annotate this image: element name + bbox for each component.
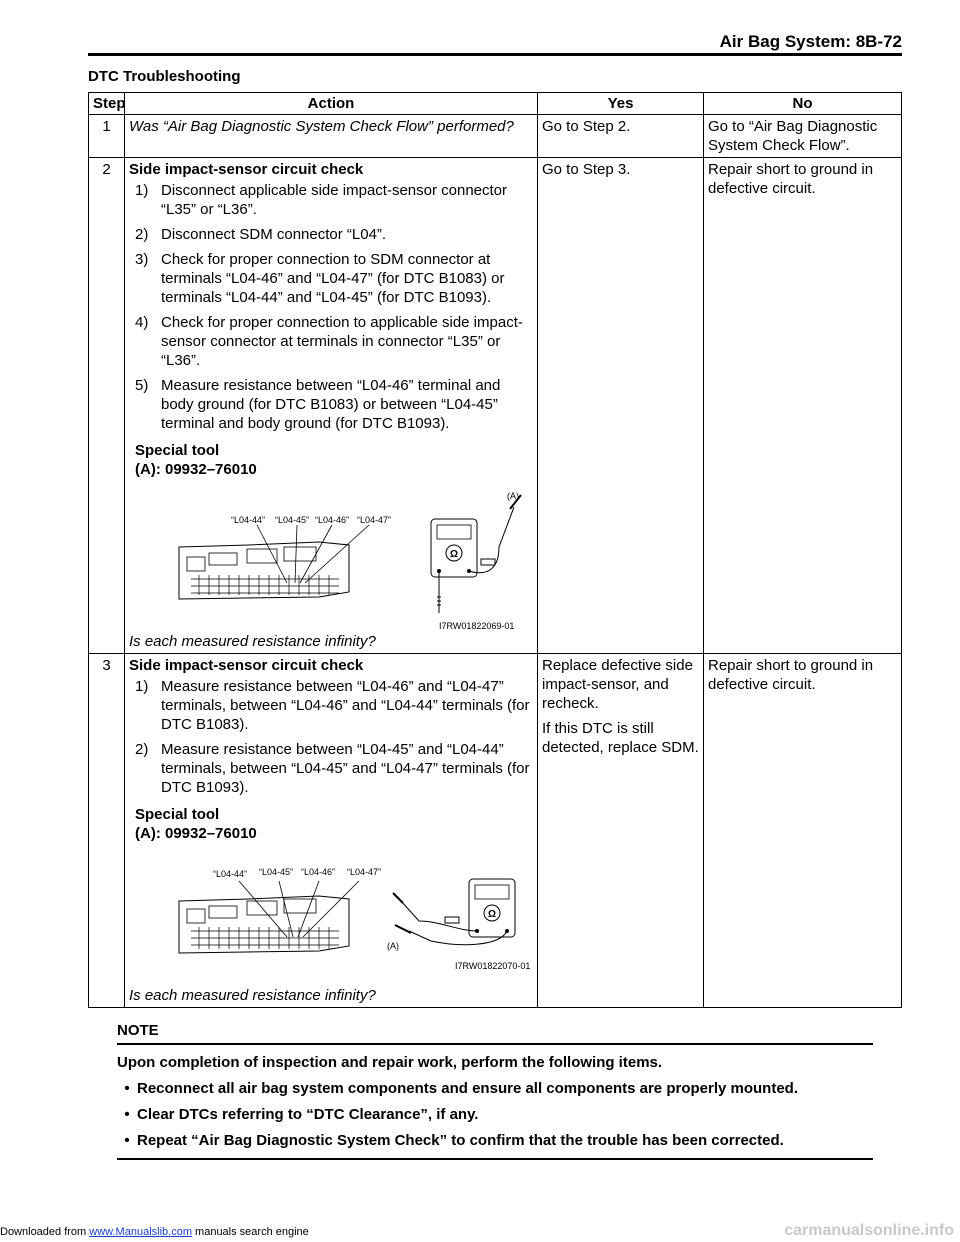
header-rule bbox=[88, 53, 902, 56]
table-row bbox=[89, 654, 902, 1008]
watermark: carmanualsonline.info bbox=[784, 1222, 954, 1239]
svg-text:Ω: Ω bbox=[450, 549, 459, 560]
manualslib-link[interactable]: www.Manualslib.com bbox=[89, 1226, 192, 1238]
item-number: 3) bbox=[135, 251, 149, 268]
header-step: Step bbox=[89, 93, 125, 115]
note-item-text: Repeat “Air Bag Diagnostic System Check” to confirm that the trouble has been corrected. bbox=[137, 1132, 784, 1149]
page-header-title: Air Bag System: 8B-72 bbox=[719, 32, 902, 51]
action-steps bbox=[129, 181, 533, 433]
action-steps bbox=[129, 677, 533, 797]
action-cell bbox=[125, 654, 538, 1008]
item-number: 2) bbox=[135, 741, 149, 758]
special-tool-label: Special tool bbox=[135, 806, 220, 823]
table-row bbox=[89, 158, 902, 654]
action-cell bbox=[125, 158, 538, 654]
terminal-label: “L04-46” bbox=[315, 515, 350, 525]
header-yes: Yes bbox=[538, 93, 704, 115]
terminal-label: “L04-46” bbox=[301, 867, 336, 877]
terminal-label: “L04-47” bbox=[357, 515, 392, 525]
bullet-icon: • bbox=[124, 1080, 130, 1097]
special-tool bbox=[135, 805, 533, 843]
terminal-label: “L04-47” bbox=[347, 867, 382, 877]
list-item bbox=[129, 677, 533, 734]
action-title: Side impact-sensor circuit check bbox=[129, 161, 364, 178]
special-tool-value: (A): 09932–76010 bbox=[135, 825, 257, 842]
list-item bbox=[129, 740, 533, 797]
item-number: 2) bbox=[135, 226, 149, 243]
svg-text:Ω: Ω bbox=[488, 909, 497, 920]
item-text: Measure resistance between “L04-45” and “L04-44” terminals, between “L04-45” and “L04-47” terminals (for DTC B1093). bbox=[161, 741, 530, 796]
step-number: 2 bbox=[89, 158, 125, 654]
item-text: Disconnect applicable side impact-sensor connector “L35” or “L36”. bbox=[161, 182, 508, 218]
list-item bbox=[117, 1080, 873, 1097]
step-number: 3 bbox=[89, 654, 125, 1008]
step-number: 1 bbox=[89, 115, 125, 158]
figure-code: I7RW01822070-01 bbox=[455, 961, 531, 971]
download-footer bbox=[0, 1226, 309, 1238]
note-title: NOTE bbox=[117, 1022, 159, 1039]
item-number: 5) bbox=[135, 377, 149, 394]
list-item bbox=[129, 225, 533, 244]
item-text: Check for proper connection to SDM connector at terminals “L04-46” and “L04-47” (for DTC B1083) or terminals “L04-44” and “L04-45” (for DTC B1093). bbox=[161, 251, 505, 306]
terminal-label: “L04-45” bbox=[259, 867, 294, 877]
special-tool-value: (A): 09932–76010 bbox=[135, 461, 257, 478]
list-item bbox=[129, 250, 533, 307]
yes-cell: Go to Step 2. bbox=[538, 115, 704, 158]
yes-text: If this DTC is still detected, replace SDM. bbox=[542, 720, 699, 756]
footer-suffix: manuals search engine bbox=[191, 1226, 309, 1238]
item-number: 4) bbox=[135, 314, 149, 331]
note-intro: Upon completion of inspection and repair work, perform the following items. bbox=[117, 1054, 663, 1071]
item-text: Disconnect SDM connector “L04”. bbox=[161, 226, 387, 243]
action-question: Is each measured resistance infinity? bbox=[129, 987, 376, 1004]
section-title: DTC Troubleshooting bbox=[88, 68, 241, 85]
no-cell: Go to “Air Bag Diagnostic System Check Flow”. bbox=[704, 115, 902, 158]
item-text: Check for proper connection to applicable side impact-sensor connector at terminals in connector “L35” or “L36”. bbox=[161, 314, 523, 369]
no-cell: Repair short to ground in defective circuit. bbox=[704, 654, 902, 1008]
note-item-text: Clear DTCs referring to “DTC Clearance”, if any. bbox=[137, 1106, 479, 1123]
tool-ref-label: (A) bbox=[507, 491, 519, 501]
special-tool-label: Special tool bbox=[135, 442, 220, 459]
table-header-row bbox=[89, 93, 902, 115]
list-item bbox=[129, 313, 533, 370]
table-row bbox=[89, 115, 902, 158]
footer-prefix: Downloaded from bbox=[0, 1226, 90, 1238]
note-end-rule bbox=[117, 1158, 873, 1160]
item-text: Measure resistance between “L04-46” terminal and body ground (for DTC B1083) or between “L04-45” terminal and body ground (for DTC B1093). bbox=[161, 377, 501, 432]
item-number: 1) bbox=[135, 678, 149, 695]
terminal-label: “L04-44” bbox=[231, 515, 266, 525]
list-item bbox=[129, 376, 533, 433]
tool-ref-label: (A) bbox=[387, 941, 399, 951]
bullet-icon: • bbox=[124, 1106, 130, 1123]
terminal-label: “L04-45” bbox=[275, 515, 310, 525]
header-no: No bbox=[704, 93, 902, 115]
bullet-icon: • bbox=[124, 1132, 130, 1149]
list-item bbox=[129, 181, 533, 219]
no-cell: Repair short to ground in defective circuit. bbox=[704, 158, 902, 654]
connector-diagram-illustration bbox=[169, 851, 549, 986]
terminal-label: “L04-44” bbox=[213, 869, 248, 879]
note-rule bbox=[117, 1043, 873, 1045]
yes-cell: Go to Step 3. bbox=[538, 158, 704, 654]
connector-figure bbox=[129, 851, 533, 986]
item-number: 1) bbox=[135, 182, 149, 199]
note-item-text: Reconnect all air bag system components and ensure all components are properly mounted. bbox=[137, 1080, 798, 1097]
header-action: Action bbox=[125, 93, 538, 115]
yes-text: Replace defective side impact-sensor, and recheck. bbox=[542, 657, 693, 712]
action-title: Side impact-sensor circuit check bbox=[129, 657, 364, 674]
list-item bbox=[117, 1106, 873, 1123]
list-item bbox=[117, 1132, 873, 1149]
action-question: Is each measured resistance infinity? bbox=[129, 633, 376, 650]
special-tool bbox=[135, 441, 533, 479]
note-block bbox=[117, 1022, 873, 1160]
dtc-table bbox=[88, 92, 902, 1008]
action-cell: Was “Air Bag Diagnostic System Check Flow” performed? bbox=[125, 115, 538, 158]
item-text: Measure resistance between “L04-46” and “L04-47” terminals, between “L04-46” and “L04-44” terminals (for DTC B1083). bbox=[161, 678, 530, 733]
figure-code: I7RW01822069-01 bbox=[439, 621, 515, 631]
connector-figure bbox=[129, 487, 533, 632]
connector-diagram-illustration bbox=[169, 487, 549, 632]
yes-cell bbox=[538, 654, 704, 1008]
